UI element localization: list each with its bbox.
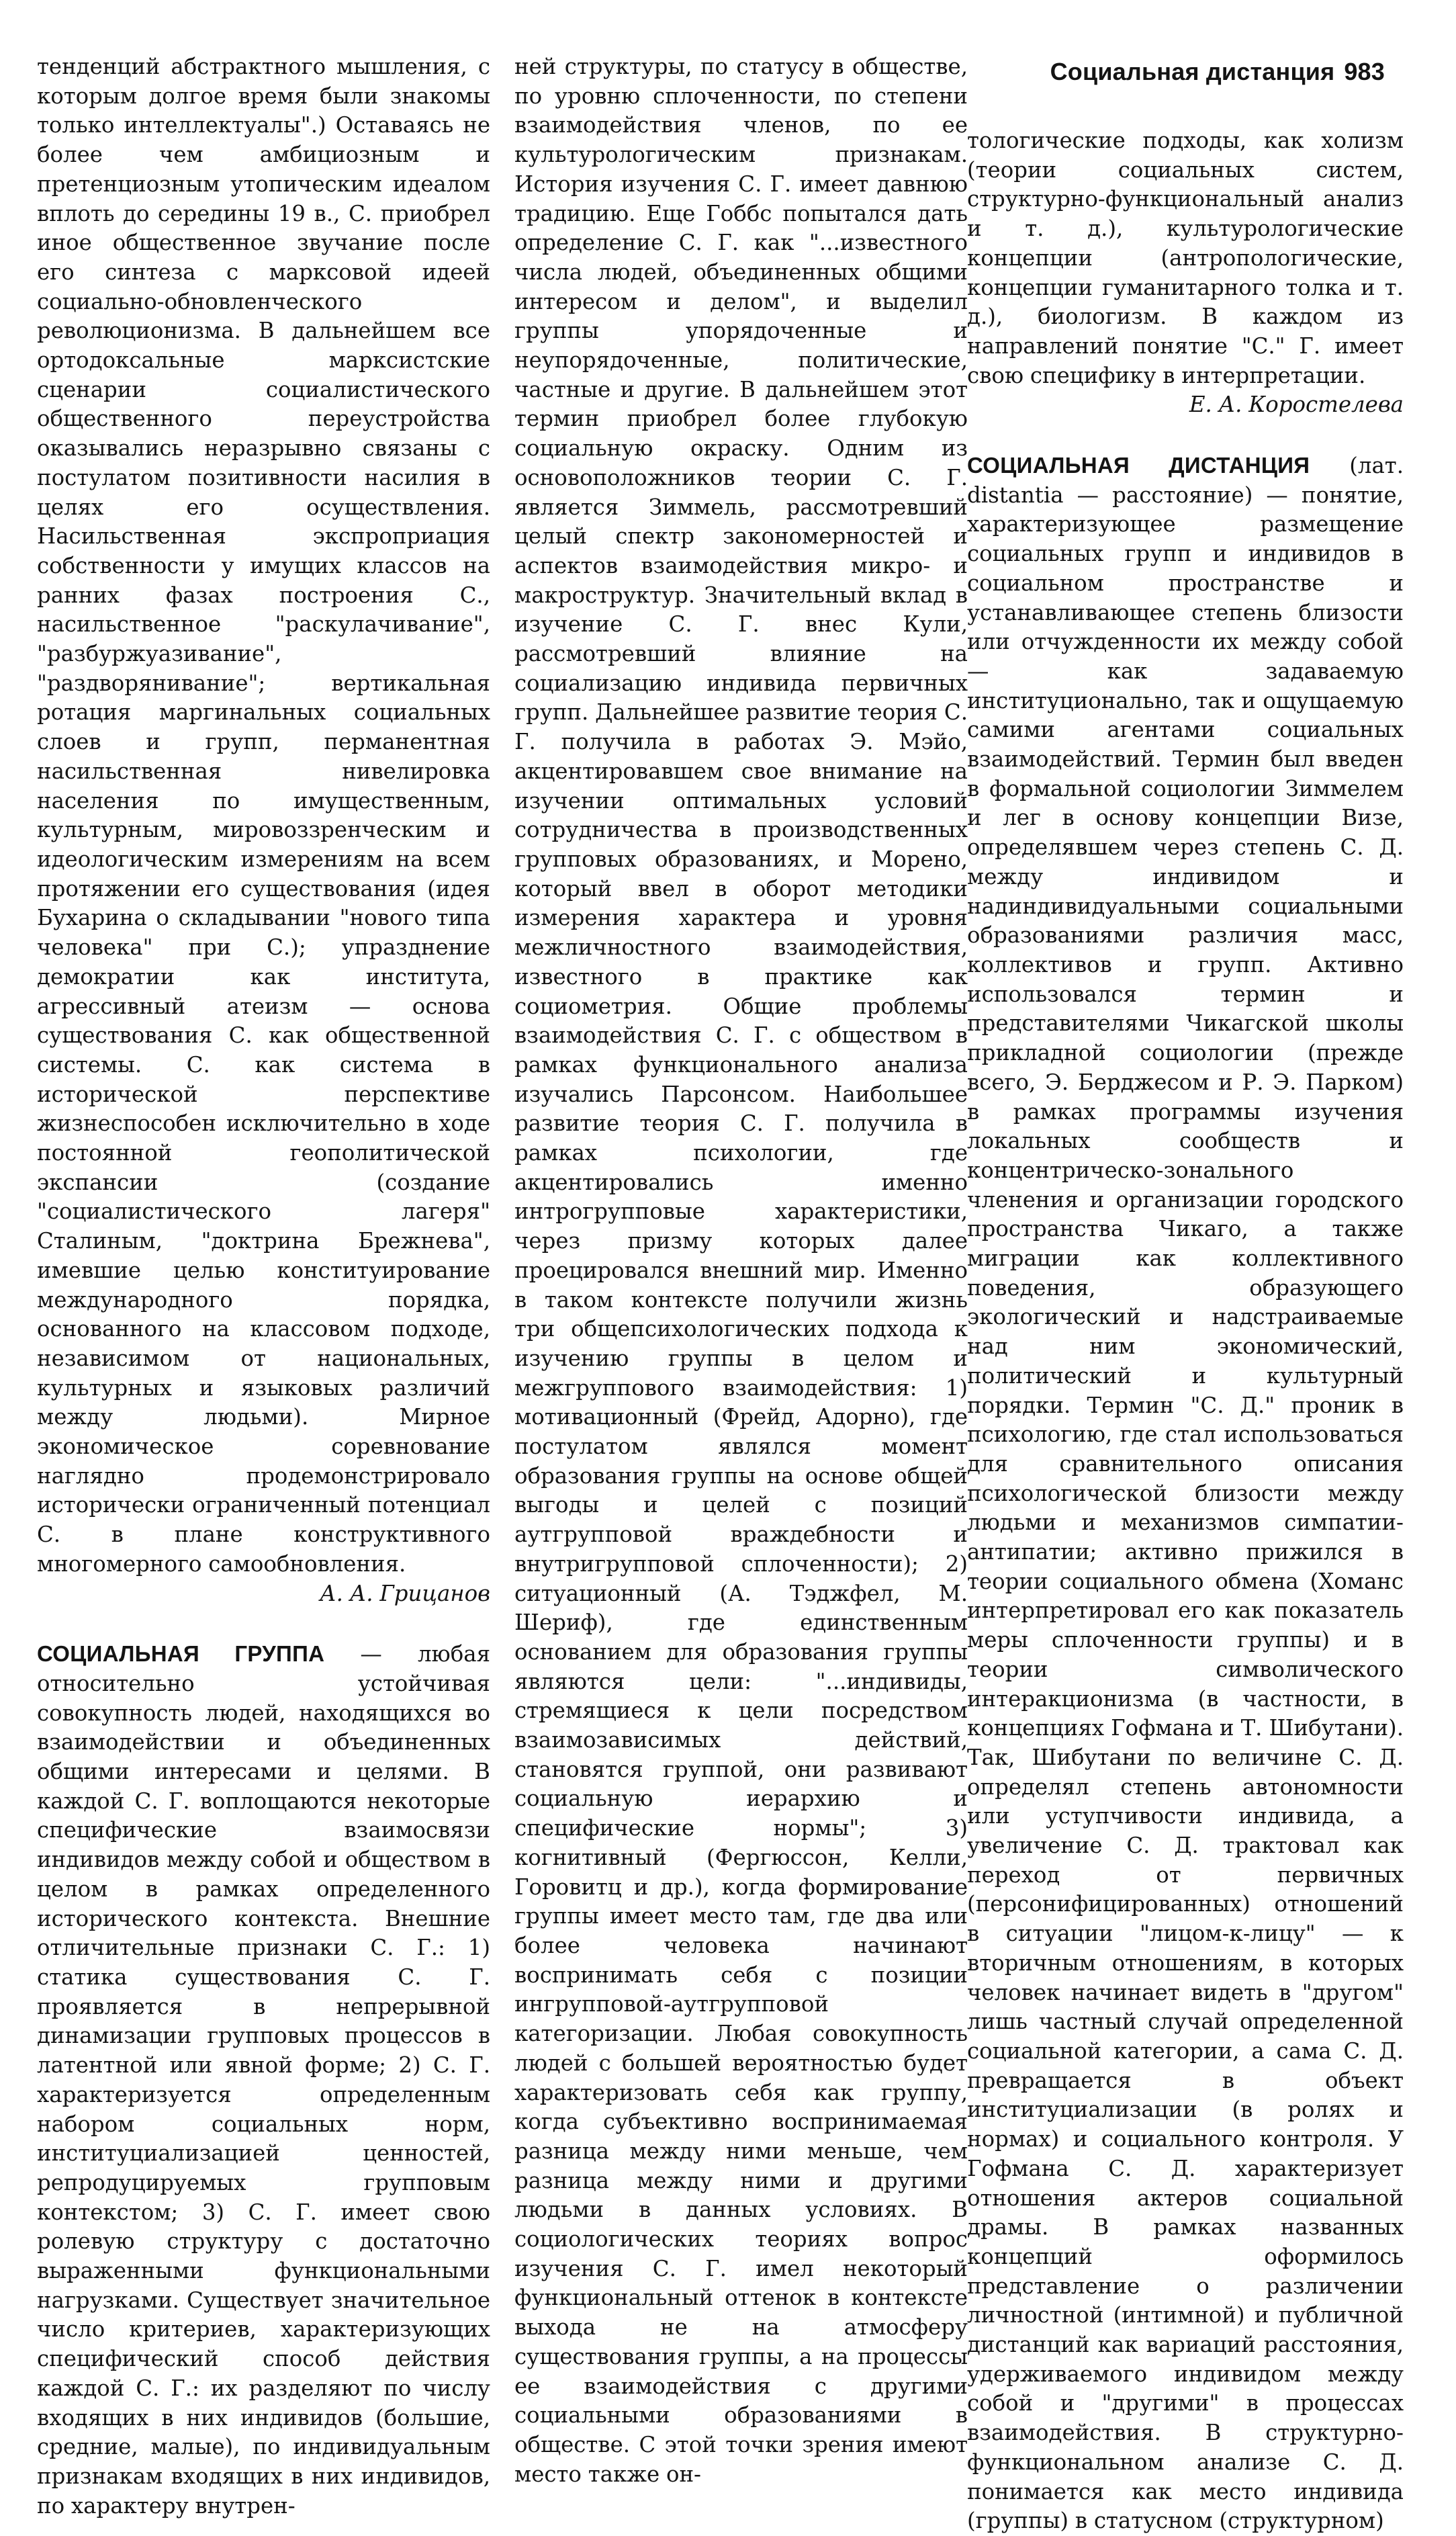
- entry-socialism-end-text: тенденций абстрактного мышления, с которым долгое время были знакомы только интеллектуалы".) Оставаясь не более чем амбициозным и претенциозным утопическим идеалом вплоть до середины 19 в., С. приобрел иное общественное звучание после его синтеза с марксовой идеей социально-обновленческого революционизма. В дальнейшем все ортодоксальные марксистские сценарии социалистического общественного переустройства оказывались неразрывно связаны с постулатом позитивности насилия в целях его осуществления. Насильственная экспроприация собственности у имущих классов на ранних фазах построения С., насильственное "раскулачивание", "разбуржуазивание", "раздворянивание"; вертикальная ротация маргинальных социальных слоев и групп, перманентная насильственная нивелировка населения по имущественным, культурным, мировоззренческим и идеологическим измерениям на всем протяжении его существования (идея Бухарина о складывании "нового типа человека" при С.); упразднение демократии как института, агрессивный атеизм — основа существования С. как общественной системы. С. как система в исторической перспективе жизнеспособен исключительно в ходе постоянной геополитической экспансии (создание "социалистического лагеря" Сталиным, "доктрина Брежнева", имевшие целью конституирование международного порядка, основанного на классовом подходе, независимом от национальных, культурных и языковых различий между людьми). Мирное экономическое соревнование наглядно продемонстрировало исторически ограниченный потенциал С. в плане конструктивного многомерного самообновления.: [37, 54, 490, 1577]
- entry-body: (лат. distantia — расстояние) — понятие, характеризующее размещение социальных групп и индивидов в социальном пространстве и устанавливающее степень близости или отчужденности их между собой — как задаваемую институционально, так и ощущаемую самими агентами социальных взаимодействий. Термин был введен в формальной социологии Зиммелем и лег в основу концепции Визе, определявшем через степень С. Д. между индивидом и надиндивидуальными социальными образованиями различия масс, коллективов и групп. Активно использовался термин и представителями Чикагской школы прикладной социологии (прежде всего, Э. Берджесом и Р. Э. Парком) в рамках программы изучения локальных сообществ и концентрическо-зонального членения и организации городского пространства Чикаго, а также миграции как коллективного поведения, образующего экологический и надстраиваемые над ним экономический, политический и культурный порядки. Термин "С. Д." проник в психологию, где стал использоваться для сравнительного описания психологической близости между людьми и механизмов симпатии-антипатии; активно прижился в теории социального обмена (Хоманс интерпретировал его как показатель меры сплоченности группы) и в теории символического интеракционизма (в частности, в концепциях Гофмана и Т. Шибутани). Так, Шибутани по величине С. Д. определял степень автономности или уступчивости индивида, а увеличение С. Д. трактовал как переход от первичных (персонифицированных) отношений в ситуации "лицом-к-лицу" — к вторичным отношениям, в которых человек начинает видеть в "другом" лишь частный случай определенной социальной категории, а сама С. Д. превращается в объект институциализации (в ролях и нормах) и социального контроля. У Гофмана С. Д. характеризует отношения актеров социальной драмы. В рамках названных концепций оформилось представление о различении личностной (интимной) и публичной дистанций как вариаций расстояния, удерживаемого индивидом между собой и "другими" в процессах взаимодействия. В структурно-функциональном анализе С. Д. понимается как место индивида (группы) в статусном (структурном): [967, 453, 1404, 2534]
- entry-social-group-text: [37, 1639, 490, 2521]
- column-3: [967, 126, 1404, 2536]
- running-header: [1050, 58, 1385, 86]
- author-signature: А. А. Грицанов: [320, 1580, 490, 1606]
- column-1: [37, 52, 490, 2521]
- entry-body: — любая относительно устойчивая совокупность людей, находящихся во взаимодействии и объединенных общими интересами и целями. В каждой С. Г. воплощаются некоторые специфические взаимосвязи индивидов между собой и обществом в целом в рамках определенного исторического контекста. Внешние отличительные признаки С. Г.: 1) статика существования С. Г. проявляется в непрерывной динамизации групповых процессов в латентной или явной форме; 2) С. Г. характеризуется определенным набором социальных норм, институциализацией ценностей, репродуцируемых групповым контекстом; 3) С. Г. имеет свою ролевую структуру с достаточно выраженными функциональными нагрузками. Существует значительное число критериев, характеризующих специфический способ действия каждой С. Г.: их разделяют по числу входящих в них индивидов (большие, средние, малые), по индивидуальным признакам входящих в них индивидов, по характеру внутрен-: [37, 1641, 490, 2519]
- running-title: Социальная дистанция: [1050, 58, 1335, 85]
- entry-headword: СОЦИАЛЬНАЯ ГРУППА: [37, 1641, 325, 1667]
- column-2: [514, 52, 968, 2489]
- author-signature: Е. А. Коростелева: [1189, 392, 1404, 418]
- page-number: 983: [1344, 58, 1385, 85]
- entry-headword: СОЦИАЛЬНАЯ ДИСТАНЦИЯ: [967, 453, 1310, 478]
- entry-social-distance-text: [967, 451, 1404, 2536]
- entry-social-group-continued-text: ней структуры, по статусу в обществе, по уровню сплоченности, по степени взаимодействия членов, по ее культурологическим признакам. История изучения С. Г. имеет давнюю традицию. Еще Гоббс попытался дать определение С. Г. как "...известного числа людей, объединенных общими интересом и делом", и выделил группы упорядоченные и неупорядоченные, политические, частные и другие. В дальнейшем этот термин приобрел более глубокую социальную окраску. Одним из основоположников теории С. Г. является Зиммель, рассмотревший целый спектр закономерностей и аспектов взаимодействия микро- и макроструктур. Значительный вклад в изучение С. Г. внес Кули, рассмотревший влияние на социализацию индивида первичных групп. Дальнейшее развитие теория С. Г. получила в работах Э. Мэйо, акцентировавшем свое внимание на изучении оптимальных условий сотрудничества в производственных групповых образованиях, и Морено, который ввел в оборот методики измерения характера и уровня межличностного взаимодействия, известного в практике как социометрия. Общие проблемы взаимодействия С. Г. с обществом в рамках функционального анализа изучались Парсонсом. Наибольшее развитие теория С. Г. получила в рамках психологии, где акцентировались именно интрогрупповые характеристики, через призму которых далее проецировался внешний мир. Именно в таком контексте получили жизнь три общепсихологических подхода к изучению группы в целом и межгруппового взаимодействия: 1) мотивационный (Фрейд, Адорно), где постулатом являлся момент образования группы на основе общей выгоды и целей с позиций аутгрупповой враждебности и внутригрупповой сплоченности); 2) ситуационный (А. Тэджфел, М. Шериф), где единственным основанием для образования группы являются цели: "...индивиды, стремящиеся к цели посредством взаимозависимых действий, становятся группой, они развивают социальную иерархию и специфические нормы"; 3) когнитивный (Фергюссон, Келли, Горовитц и др.), когда формирование группы имеет место там, где два или более человека начинают воспринимать себя с позиции ингрупповой-аутгрупповой категоризации. Любая совокупность людей с большей вероятностью будет характеризовать себя как группу, когда субъективно воспринимаемая разница между ними меньше, чем разница между ними и другими людьми в данных условиях. В социологических теориях вопрос изучения С. Г. имел некоторый функциональный оттенок в контексте выхода не на атмосферу существования группы, а на процессы ее взаимодействия с другими социальными образованиями в обществе. С этой точки зрения имеют место также он-: [514, 54, 968, 2487]
- entry-social-group-end-text: тологические подходы, как холизм (теории социальных систем, структурно-функциональный анализ и т. д.), культурологические концепции (антропологические, концепции гуманитарного толка и т. д.), биологизм. В каждом из направлений понятие "С." Г. имеет свою специфику в интерпретации.: [967, 128, 1404, 388]
